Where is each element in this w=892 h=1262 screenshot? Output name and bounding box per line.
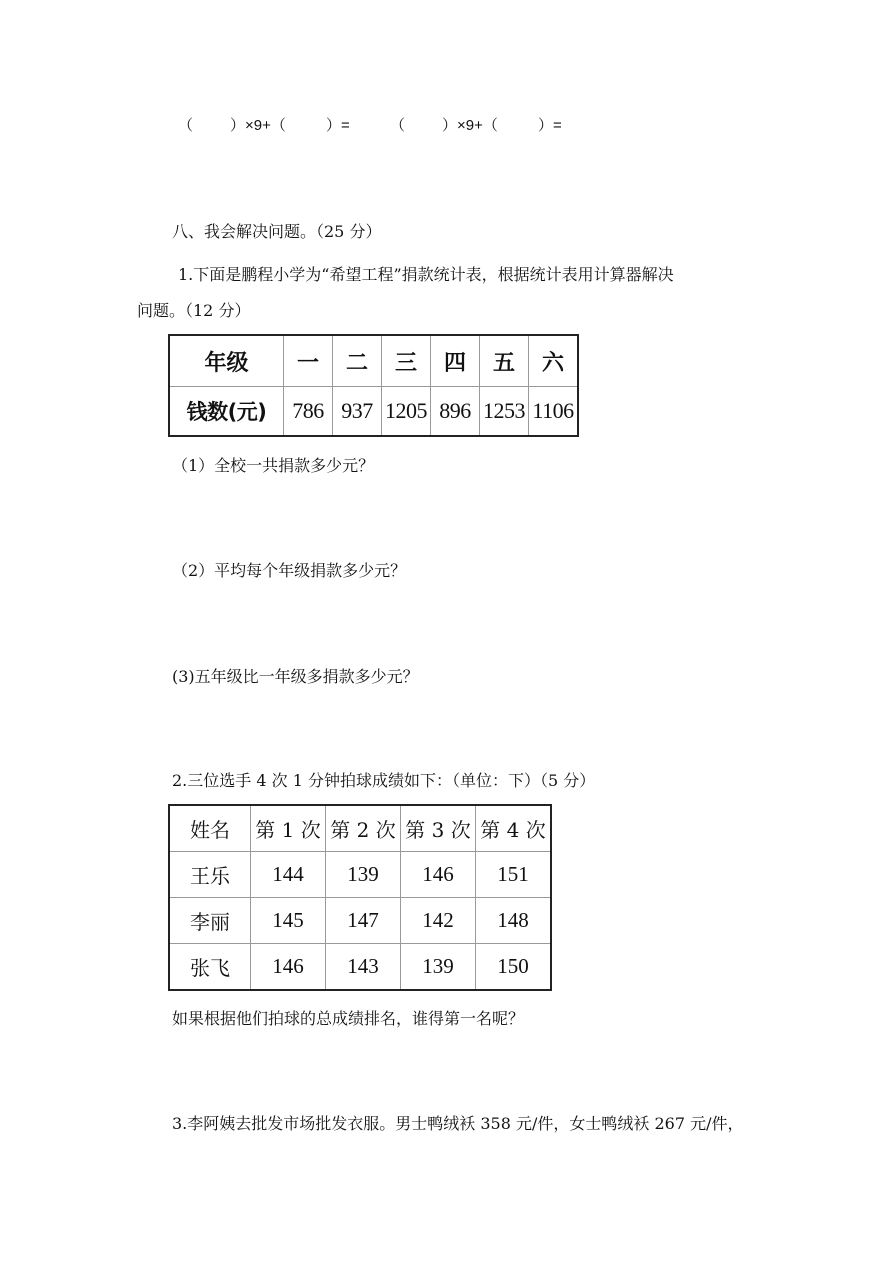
- score-cell: 144: [251, 852, 326, 898]
- table-row: [169, 898, 551, 944]
- score-cell: 139: [401, 944, 476, 991]
- q1-text-line1: 1.下面是鹏程小学为“希望工程”捐款统计表，根据统计表用计算器解决: [178, 265, 674, 284]
- score-cell: 146: [251, 944, 326, 991]
- donation-row-label: 钱数(元): [169, 387, 284, 437]
- score-header-cell: 第 4 次: [476, 805, 552, 852]
- donation-value-cell: 896: [431, 387, 480, 437]
- q1-sub-question-1: （1）全校一共捐款多少元？: [172, 456, 375, 475]
- donation-header-cell: 年级: [169, 335, 284, 387]
- score-header-cell: 第 3 次: [401, 805, 476, 852]
- score-cell: 143: [326, 944, 401, 991]
- q2-title: 2.三位选手 4 次 1 分钟拍球成绩如下：（单位：下）（5 分）: [172, 771, 596, 790]
- q3-text-line1: 3.李阿姨去批发市场批发衣服。男士鸭绒袄 358 元/件，女士鸭绒袄 267 元/件，: [172, 1114, 744, 1133]
- q1-text-line2: 问题。（12 分）: [137, 301, 251, 320]
- score-header-cell: 姓名: [169, 805, 251, 852]
- score-table: [168, 804, 552, 991]
- eq2-middle: ）×9+（: [442, 117, 498, 134]
- table-row: [169, 944, 551, 991]
- eq2-end: ）=: [538, 117, 562, 134]
- eq1-end: ）=: [326, 117, 350, 134]
- q2-question: 如果根据他们拍球的总成绩排名，谁得第一名呢？: [172, 1009, 525, 1028]
- score-cell: 150: [476, 944, 552, 991]
- q1-sub-question-3: (3)五年级比一年级多捐款多少元？: [172, 667, 419, 686]
- score-cell: 146: [401, 852, 476, 898]
- donation-header-cell: 一: [284, 335, 333, 387]
- donation-header-cell: 四: [431, 335, 480, 387]
- eq2-open-paren: （: [390, 117, 406, 134]
- donation-value-row: [169, 387, 578, 437]
- score-cell: 139: [326, 852, 401, 898]
- donation-value-cell: 1106: [529, 387, 579, 437]
- donation-value-cell: 937: [333, 387, 382, 437]
- donation-header-cell: 二: [333, 335, 382, 387]
- donation-header-row: [169, 335, 578, 387]
- q1-sub-question-2: （2）平均每个年级捐款多少元？: [172, 561, 407, 580]
- score-header-cell: 第 1 次: [251, 805, 326, 852]
- score-cell: 145: [251, 898, 326, 944]
- donation-value-cell: 1205: [382, 387, 431, 437]
- donation-header-cell: 五: [480, 335, 529, 387]
- score-cell: 151: [476, 852, 552, 898]
- player-name: 李丽: [169, 898, 251, 944]
- section-heading: 八、我会解决问题。（25 分）: [172, 222, 382, 241]
- score-cell: 148: [476, 898, 552, 944]
- donation-table: [168, 334, 579, 437]
- score-header-row: [169, 805, 551, 852]
- score-cell: 142: [401, 898, 476, 944]
- donation-value-cell: 786: [284, 387, 333, 437]
- eq1-middle: ）×9+（: [230, 117, 286, 134]
- donation-header-cell: 六: [529, 335, 579, 387]
- player-name: 王乐: [169, 852, 251, 898]
- donation-header-cell: 三: [382, 335, 431, 387]
- score-cell: 147: [326, 898, 401, 944]
- player-name: 张飞: [169, 944, 251, 991]
- donation-value-cell: 1253: [480, 387, 529, 437]
- eq1-open-paren: （: [178, 117, 194, 134]
- score-header-cell: 第 2 次: [326, 805, 401, 852]
- table-row: [169, 852, 551, 898]
